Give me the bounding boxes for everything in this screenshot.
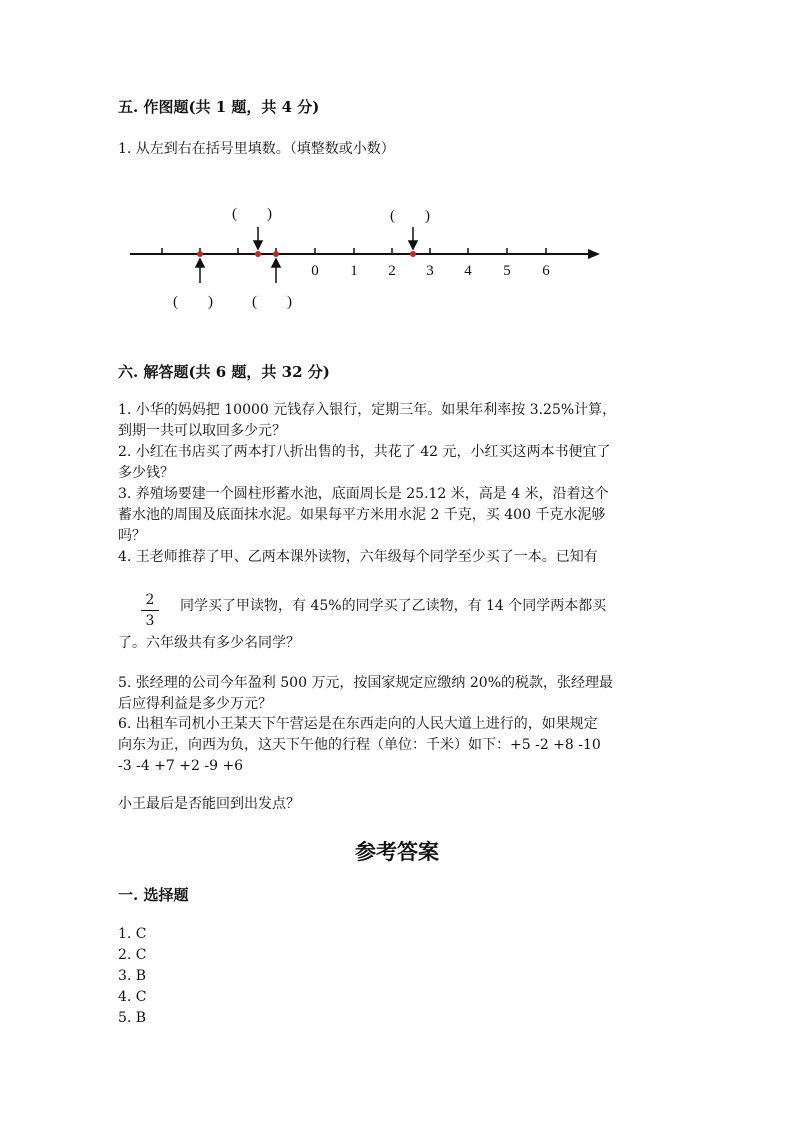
tick-label-0: 0 xyxy=(311,263,319,279)
q4-line-2: 同学买了甲读物，有 45%的同学买了乙读物，有 14 个同学两本都买 xyxy=(180,598,607,614)
q3-line-3: 吗？ xyxy=(118,528,146,544)
q6-line-1: 6. 出租车司机小王某天下午营运是在东西走向的人民大道上进行的，如果规定 xyxy=(118,716,598,732)
q4-line-1: 4. 王老师推荐了甲、乙两本课外读物，六年级每个同学至少买了一本。已知有 xyxy=(118,549,598,565)
q3-line-1: 3. 养殖场要建一个圆柱形蓄水池，底面周长是 25.12 米，高是 4 米，沿着这个 xyxy=(118,486,609,502)
answer-item-5: 5. B xyxy=(118,1010,147,1026)
q3-line-2: 蓄水池的周围及底面抹水泥。如果每平方米用水泥 2 千克，买 400 千克水泥够 xyxy=(118,507,606,523)
answer-item-1: 1. C xyxy=(118,926,147,942)
arrowhead-down-b xyxy=(254,241,262,249)
answer-item-3: 3. B xyxy=(118,968,147,984)
point-b xyxy=(255,251,261,257)
q5-line-2: 后应得利益是多少万元？ xyxy=(118,696,272,712)
q6-line-2: 向东为正，向西为负，这天下午他的行程（单位：千米）如下：+5 -2 +8 -10 xyxy=(118,737,601,753)
point-c xyxy=(273,251,279,257)
q6-line-4: 小王最后是否能回到出发点？ xyxy=(118,796,300,812)
fraction-denominator: 3 xyxy=(145,613,155,629)
tick-label-4: 4 xyxy=(464,263,472,279)
bottom-bracket-1: ( ) xyxy=(173,294,213,310)
tick-label-3: 3 xyxy=(426,263,434,279)
top-bracket-1: ( ) xyxy=(232,206,272,222)
q2-line-1: 2. 小红在书店买了两本打八折出售的书，共花了 42 元，小红买这两本书便宜了 xyxy=(118,444,611,460)
top-bracket-2: ( ) xyxy=(390,208,430,224)
q2-line-2: 多少钱？ xyxy=(118,465,174,481)
fraction-two-thirds xyxy=(141,592,159,629)
point-a xyxy=(197,251,203,257)
axis-arrowhead xyxy=(588,249,600,259)
q4-line-3: 了。六年级共有多少名同学？ xyxy=(118,635,300,651)
arrowhead-up-a xyxy=(196,259,204,267)
fraction-numerator: 2 xyxy=(145,592,155,608)
number-line-figure xyxy=(120,195,610,320)
answer-item-4: 4. C xyxy=(118,989,147,1005)
q1-line-2: 到期一共可以取回多少元？ xyxy=(118,423,286,439)
tick-label-5: 5 xyxy=(503,263,511,279)
bottom-bracket-2: ( ) xyxy=(252,294,292,310)
section5-title: 五. 作图题(共 1 题，共 4 分) xyxy=(118,98,320,116)
point-d xyxy=(410,251,416,257)
tick-label-6: 6 xyxy=(542,263,550,279)
arrowhead-up-c xyxy=(272,259,280,267)
answer-item-2: 2. C xyxy=(118,947,147,963)
answers-title: 参考答案 xyxy=(355,839,439,864)
arrowhead-down-d xyxy=(409,241,417,249)
tick-label-2: 2 xyxy=(388,263,396,279)
tick-label-1: 1 xyxy=(350,263,358,279)
q5-line-1: 5. 张经理的公司今年盈利 500 万元，按国家规定应缴纳 20%的税款，张经理最 xyxy=(118,675,613,691)
answers-section1-title: 一. 选择题 xyxy=(118,886,189,904)
q1-line-1: 1. 小华的妈妈把 10000 元钱存入银行，定期三年。如果年利率按 3.25%计算， xyxy=(118,402,617,418)
section6-title: 六. 解答题(共 6 题，共 32 分) xyxy=(118,363,330,381)
q6-line-3: -3 -4 +7 +2 -9 +6 xyxy=(118,758,244,774)
section5-question-1: 1. 从左到右在括号里填数。（填整数或小数） xyxy=(118,141,395,157)
